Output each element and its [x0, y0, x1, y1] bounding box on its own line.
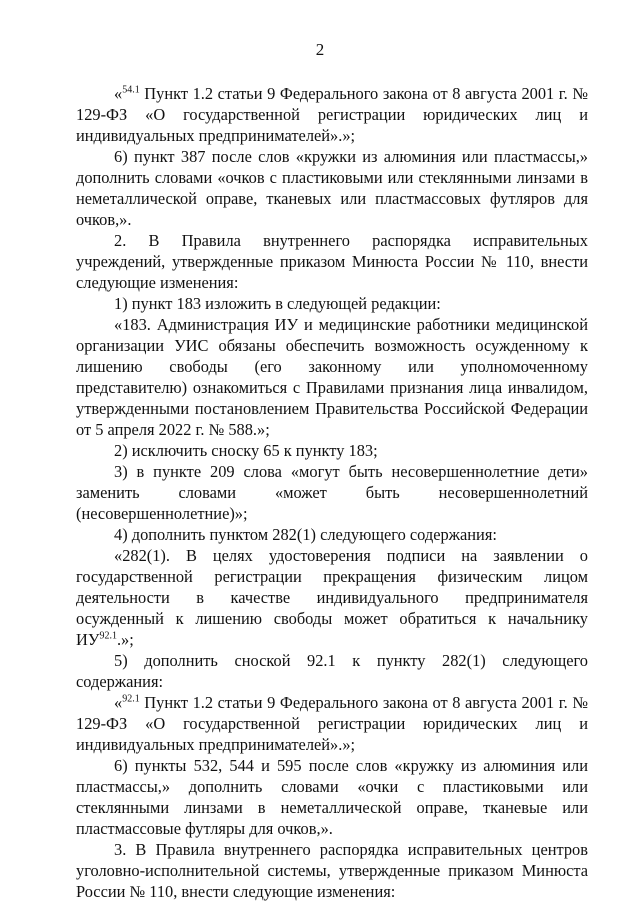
paragraph-point-183: «183. Администрация ИУ и медицинские работники медицинской организации УИС обязаны обеспечить возможность осужденному к лишению свободы (его законному или уполномоченному представителю) ознакомиться с Правилами признания лица инвалидом, утвержденными постановлением Правительства Российской Федерации от 5 апреля 2022 г. № 588.»;: [76, 315, 588, 439]
paragraph-item-4: 4) дополнить пунктом 282(1) следующего содержания:: [114, 525, 497, 544]
paragraph-item-3: 3) в пункте 209 слова «могут быть несовершеннолетние дети» заменить словами «может быть несовершеннолетний (несовершеннолетние)»;: [76, 462, 588, 523]
paragraph-item-5: 5) дополнить сноской 92.1 к пункту 282(1) следующего содержания:: [76, 651, 588, 691]
paragraph-item-1: 1) пункт 183 изложить в следующей редакции:: [114, 294, 441, 313]
paragraph-item-6-points-532: 6) пункты 532, 544 и 595 после слов «кружку из алюминия или пластмассы,» дополнить словами «очки с пластиковыми или стеклянными линзами в неметаллической оправе, тканевые или пластмассовые футляры для очков,».: [76, 756, 588, 838]
paragraph-section-2: 2. В Правила внутреннего распорядка исправительных учреждений, утвержденные приказом Минюста России № 110, внести следующие изменения:: [76, 231, 588, 292]
paragraph-footnote-92-1: «$^{92.1}$ Пункт 1.2 статьи 9 Федерального закона от 8 августа 2001 г. № 129-ФЗ «О государственной регистрации юридических лиц и индивидуальных предпринимателей».»;: [76, 693, 588, 754]
document-body: [76, 83, 588, 902]
paragraph-footnote-54-1: «$^{54.1}$ Пункт 1.2 статьи 9 Федерального закона от 8 августа 2001 г. № 129-ФЗ «О государственной регистрации юридических лиц и индивидуальных предпринимателей».»;: [76, 84, 588, 145]
footnote-ref: 54.1: [122, 84, 140, 96]
paragraph-item-6-point-387: 6) пункт 387 после слов «кружки из алюминия или пластмассы,» дополнить словами «очков с пластиковыми или стеклянными линзами в неметаллической оправе, тканевых или пластмассовых футляров для очков,».: [76, 147, 588, 229]
page-number: 2: [315, 40, 325, 59]
paragraph-point-282-1: «282(1). В целях удостоверения подписи на заявлении о государственной регистрации прекращения физическим лицом деятельности в качестве индивидуального предпринимателя осужденный к лишению свободы может обратиться к начальнику ИУ$^{92.1}$.»;: [76, 546, 588, 649]
footnote-ref: 92.1: [99, 630, 117, 642]
paragraph-section-3: 3. В Правила внутреннего распорядка исправительных центров уголовно-исполнительной системы, утвержденные приказом Минюста России № 110, внести следующие изменения:: [76, 840, 588, 901]
paragraph-item-2: 2) исключить сноску 65 к пункту 183;: [114, 441, 378, 460]
footnote-ref: 92.1: [122, 693, 140, 705]
